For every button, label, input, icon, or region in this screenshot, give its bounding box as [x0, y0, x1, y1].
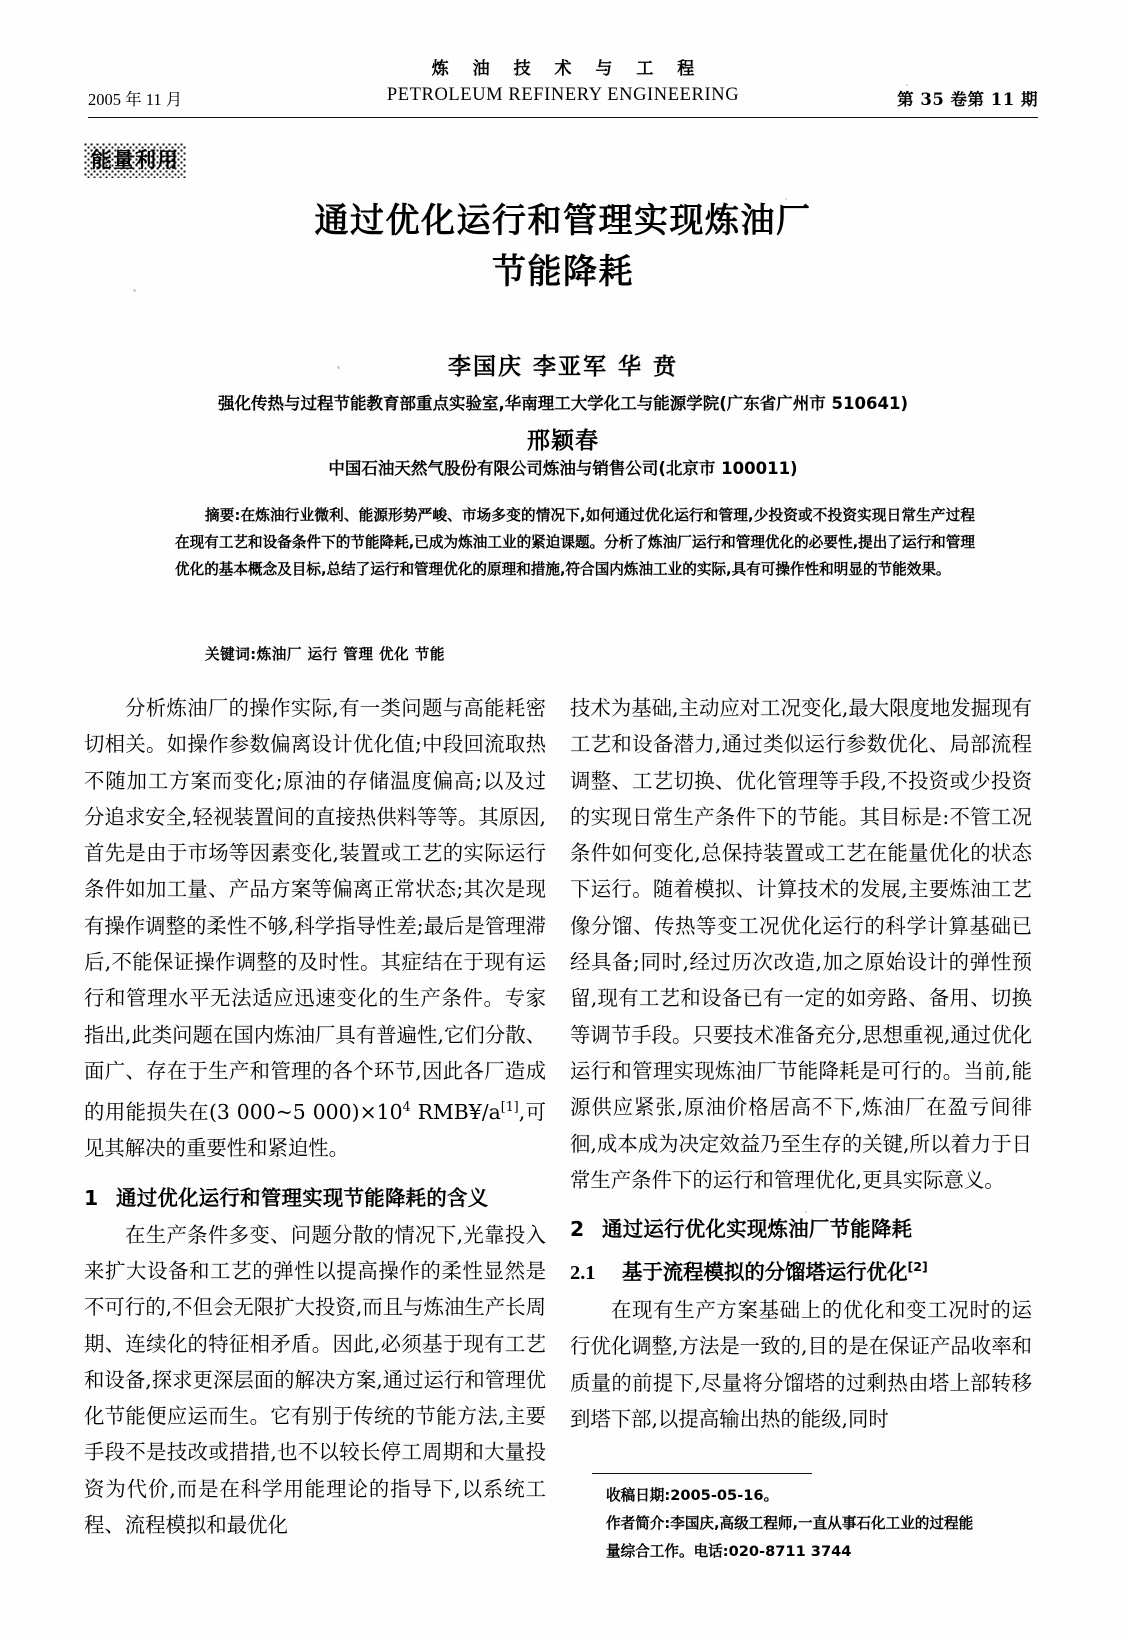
journal-title-cn: 炼 油 技 术 与 工 程	[431, 59, 704, 79]
title-line-1: 通过优化运行和管理实现炼油厂	[314, 201, 812, 241]
section-number-2: 2	[570, 1217, 585, 1242]
footnote-divider	[592, 1473, 812, 1474]
section-title-2: 通过运行优化实现炼油厂节能降耗	[602, 1217, 913, 1242]
bio-label: 作者简介:	[606, 1515, 671, 1532]
citation-ref-1: [1]	[500, 1099, 519, 1115]
category-tag: 能量利用	[84, 143, 186, 178]
title-line-2: 节能降耗	[492, 252, 634, 292]
footnote-author-bio	[592, 1510, 1032, 1538]
section-heading-2	[570, 1212, 1032, 1246]
footnote-received-date	[592, 1482, 1032, 1510]
affiliation-2: 中国石油天然气股份有限公司炼油与销售公司(北京市 100011)	[328, 459, 798, 478]
journal-masthead	[88, 58, 1038, 108]
journal-title-en: PETROLEUM REFINERY ENGINEERING	[386, 85, 740, 105]
section-title-1: 通过优化运行和管理实现节能降耗的含义	[116, 1185, 489, 1210]
author-group-1: 李国庆 李亚军 华 贲	[447, 354, 679, 380]
affiliation-1: 强化传热与过程节能教育部重点实验室,华南理工大学化工与能源学院(广东省广州市 510641)	[218, 394, 908, 413]
subsection-title-2-1: 基于流程模拟的分馏塔运行优化	[622, 1259, 908, 1284]
subsection-heading-2-1	[570, 1250, 1032, 1290]
bio-line-1: 李国庆,高级工程师,一直从事石化工业的过程能	[670, 1515, 974, 1532]
paragraph-section2-1: 在现有生产方案基础上的优化和变工况时的运行优化调整,方法是一致的,目的是在保证产品收率和质量的前提下,尽量将分馏塔的过剩热由塔上部转移到塔下部,以提高输出热的能级,同时	[570, 1297, 1032, 1431]
bio-line-2: 量综合工作。电话:020-8711 3744	[606, 1543, 852, 1560]
body-column-left	[84, 690, 546, 1543]
abstract	[175, 502, 975, 583]
author-group-2: 邢颖春	[527, 428, 599, 454]
footnote-author-bio-cont	[592, 1538, 1032, 1566]
paragraph-continued: 技术为基础,主动应对工况变化,最大限度地发掘现有工艺和设备潜力,通过类似运行参数优化、局部流程调整、工艺切换、优化管理等手段,不投资或少投资的实现日常生产条件下的节能。其目标是:不管工况条件如何变化,总保持装置或工艺在能量优化的状态下运行。随着模拟、计算技术的发展,主要炼油工艺像分馏、传热等变工况优化运行的科学计算基础已经具备;同时,经过历次改造,加之原始设计的弹性预留,现有工艺和设备已有一定的如旁路、备用、切换等调节手段。只要技术准备充分,思想重视,通过优化运行和管理实现炼油厂节能降耗是可行的。当前,能源供应紧张,原油价格居高不下,炼油厂在盈亏间徘徊,成本成为决定效益乃至生存的关键,所以着力于日常生产条件下的运行和管理优化,更具实际意义。	[570, 696, 1032, 1192]
keywords-label: 关键词:	[205, 646, 257, 663]
abstract-label: 摘要:	[205, 507, 241, 524]
section-heading-1	[84, 1181, 546, 1215]
keywords-text: 炼油厂 运行 管理 优化 节能	[256, 646, 445, 663]
section-number-1: 1	[84, 1185, 99, 1210]
running-head	[88, 58, 1038, 114]
paragraph-intro-part-c: ,可见其解决的重要性和紧迫性。	[84, 1100, 546, 1161]
subsection-number-2-1: 2.1	[570, 1261, 596, 1284]
page-title	[88, 196, 1038, 298]
received-label: 收稿日期:	[606, 1487, 671, 1504]
citation-ref-2: [2]	[907, 1259, 928, 1275]
footnote-block	[592, 1482, 1032, 1566]
header-divider	[88, 117, 1038, 118]
abstract-text: 在炼油行业微利、能源形势严峻、市场多变的情况下,如何通过优化运行和管理,少投资或不投资实现日常生产过程在现有工艺和设备条件下的节能降耗,已成为炼油工业的紧迫课题。分析了炼油厂运行和管理优化的必要性,提出了运行和管理优化的基本概念及目标,总结了运行和管理优化的原理和措施,符合国内炼油工业的实际,具有可操作性和明显的节能效果。	[175, 507, 975, 578]
keywords	[175, 643, 975, 664]
volume-issue: 第 35 卷第 11 期	[897, 90, 1038, 109]
received-value: 2005-05-16。	[670, 1487, 779, 1504]
body-column-right	[570, 690, 1032, 1437]
exponent-4: 4	[402, 1099, 411, 1115]
paragraph-intro-part-b: RMB¥/a	[410, 1100, 501, 1125]
paragraph-intro	[84, 690, 546, 1167]
paragraph-section1: 在生产条件多变、问题分散的情况下,光靠投入来扩大设备和工艺的弹性以提高操作的柔性显然是不可行的,不但会无限扩大投资,而且与炼油生产长周期、连续化的特征相矛盾。因此,必须基于现有工艺和设备,探求更深层面的解决方案,通过运行和管理优化节能便应运而生。它有别于传统的节能方法,主要手段不是技改或措措,也不以较长停工周期和大量投资为代价,而是在科学用能理论的指导下,以系统工程、流程模拟和最优化	[84, 1222, 546, 1538]
issue-date: 2005 年 11 月	[88, 90, 183, 109]
paragraph-intro-part-a: 分析炼油厂的操作实际,有一类问题与高能耗密切相关。如操作参数偏离设计优化值;中段回流取热不随加工方案而变化;原油的存储温度偏高;以及过分追求安全,轻视装置间的直接热供料等等。其原因,首先是由于市场等因素变化,装置或工艺的实际运行条件如加工量、产品方案等偏离正常状态;其次是现有操作调整的柔性不够,科学指导性差;最后是管理滞后,不能保证操作调整的及时性。其症结在于现有运行和管理水平无法适应迅速变化的生产条件。专家指出,此类问题在国内炼油厂具有普遍性,它们分散、面广、存在于生产和管理的各个环节,因此各厂造成的用能损失在(3 000~5 000)×10	[84, 696, 546, 1125]
